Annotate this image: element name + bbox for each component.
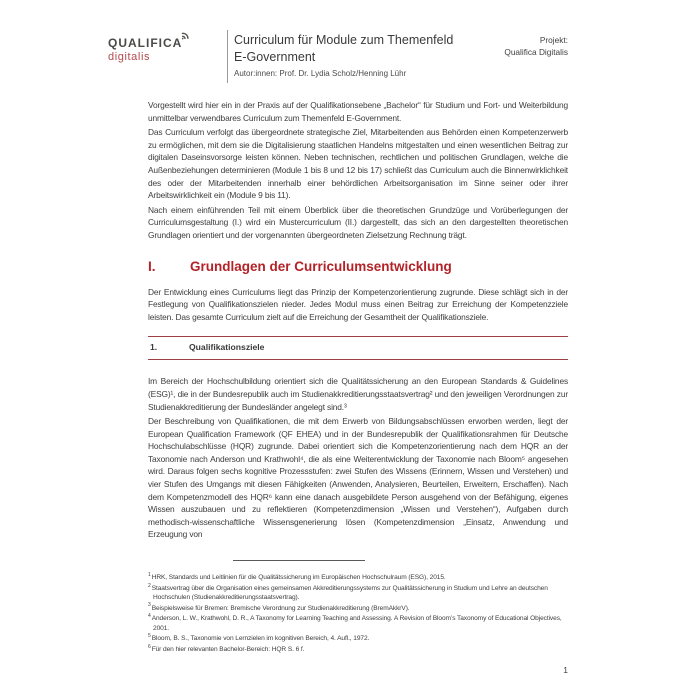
project-label: Projekt: [539, 35, 568, 45]
authors-line: Autor:innen: Prof. Dr. Lydia Scholz/Henning Lühr [234, 69, 407, 78]
section-heading [148, 258, 568, 275]
logo-text-qualifica: QUALIFICA [108, 36, 183, 50]
footnote-2 [148, 584, 568, 602]
footnote-5-text: Bloom, B. S., Taxonomie von Lernzielen im kognitiven Bereich, 4. Aufl., 1972. [151, 635, 370, 643]
section-title: Grundlagen der Curriculumsentwicklung [190, 258, 452, 274]
section-number: I. [148, 258, 156, 274]
footnote-6-marker: 6 [148, 643, 151, 650]
footnote-1 [148, 573, 568, 582]
qualifica-digitalis-logo [108, 37, 182, 63]
footnote-area [148, 553, 568, 656]
subsection-heading [148, 336, 568, 360]
project-name: Qualifica Digitalis [504, 47, 568, 57]
footnote-2-marker: 2 [148, 582, 151, 589]
subsection-title: Qualifikationsziele [189, 342, 265, 353]
subsection-number: 1. [150, 342, 158, 353]
footnote-2-text: Staatsvertrag über die Organisation eines gemeinsamen Akkreditierungssystems zur Qualitätssicherung in Studium und Lehre an deutschen Hochschulen (Studienakkreditierungsstaatsvertrag). [151, 584, 548, 601]
footnote-1-text: HRK, Standards und Leitlinien für die Qualitätssicherung im Europäischen Hochschulraum (ESG), 2015. [151, 574, 446, 581]
intro-paragraph-2: Das Curriculum verfolgt das übergeordnete strategische Ziel, Mitarbeitenden aus Behörden einen Kompetenzerwerb zu ermöglichen, mit dem sie die Digitalisierung staatlichen Handelns mitgestalten und einen wesentlichen Beitrag zur digitalen Daseinsvorsorge leisten können. Neben technischen, rechtlichen und politischen Grundlagen, welche die Außenbeziehungen determinieren (Module 1 bis 8 und 12 bis 17) schließt das Curriculum auch die Binnenwirklichkeit des oder der Mitarbeitenden innerhalb einer behördlichen Arbeitsorganisation im Sinne seiner oder ihrer Arbeitswirklichkeit ein (Module 9 bis 11). [148, 127, 568, 201]
main-text-column [148, 99, 568, 543]
footnote-3-text: Beispielsweise für Bremen: Bremische Verordnung zur Studienakkreditierung (BremAkkrV). [151, 604, 410, 612]
footnote-6 [148, 645, 568, 654]
logo-text-digitalis: digitalis [108, 51, 151, 63]
project-info [438, 34, 568, 58]
title-line-2: E-Government [234, 50, 316, 64]
footnote-4 [148, 614, 568, 632]
body-paragraph-1: Im Bereich der Hochschulbildung orientiert sich die Qualitätssicherung an den European Standards & Guidelines (ESG)¹, die in der Bundesrepublik auch im Studienakkreditierungsstaatsvertrag² und den jeweiligen Verordnungen zur Studienakkreditierung der Bundesländer angelegt sind.³ [148, 376, 568, 412]
logo-wordmark [108, 37, 182, 49]
footnote-4-text: Anderson, L. W., Krathwohl, D. R., A Taxonomy for Learning Teaching and Assessing. A Revision of Bloom’s Taxonomy of Educational Objectives, 2001. [151, 615, 562, 632]
footnote-4-marker: 4 [148, 613, 151, 620]
title-line-1: Curriculum für Module zum Themenfeld [234, 33, 454, 47]
footnote-1-marker: 1 [148, 571, 151, 578]
intro-paragraph-3: Nach einem einführenden Teil mit einem Überblick über die theoretischen Grundzüge und Vorüberlegungen der Curriculumsgestaltung (I.) wird ein Mustercurriculum (II.) dargestellt, das sich an den dargestellten theoretischen Grundlagen orientiert und der vorgenannten übergeordneten Zielsetzung Rechnung trägt. [148, 204, 568, 240]
intro-paragraph-1: Vorgestellt wird hier ein in der Praxis auf der Qualifikationsebene „Bachelor“ für Studium und Fort- und Weiterbildung unmittelbar verwendbares Curriculum zum Themenfeld E-Government. [148, 100, 568, 123]
footnote-separator-line [233, 560, 365, 561]
footnote-3-marker: 3 [148, 602, 151, 609]
footnote-3 [148, 604, 568, 613]
section-intro-paragraph: Der Entwicklung eines Curriculums liegt das Prinzip der Kompetenzorientierung zugrunde. Diese schlägt sich in der Festlegung von Qualifikationszielen nieder. Jedes Modul muss einen Beitrag zur Erreichung der Kompetenzziele leisten. Das gesamte Curriculum zielt auf die Erreichung der Gesamtheit der Qualifikationsziele. [148, 286, 568, 322]
footnote-6-text: Für den hier relevanten Bachelor-Bereich: HQR S. 6 f. [151, 645, 305, 653]
body-paragraph-2: Der Beschreibung von Qualifikationen, die mit dem Erwerb von Bildungsabschlüssen erworben werden, liegt der European Qualification Framework (QF EHEA) und in der Bundesrepublik der Qualifikationsrahmen für Deutsche Hochschulabschlüsse (HQR) zugrunde. Dabei orientiert sich die Kompetenzorientierung nach dem HQR an der Taxonomie nach Anderson und Krathwohl⁴, die als eine Weiterentwicklung der Taxonomie nach Bloom⁵ angesehen wird. Daraus folgen sechs kognitive Prozessstufen: zwei Stufen des Wissens (Erinnern, Wissen und Verstehen) und vier Stufen des Umgangs mit diesen Fähigkeiten (Anwenden, Analysieren, Beurteilen, Erweitern, Erschaffen). Nach dem Kompetenzmodell des HQR⁶ kann eine danach ausgebildete Person ausgehend von der Befähigung, eigenes Wissen auszubauen und zu reflektieren (Kompetenzdimension „Wissen und Verstehen“), Aufgaben durch methodisch-wissenschaftliche Wissensgenerierung lösen (Kompetenzdimension „Einsatz, Anwendung und Erzeugung von [148, 416, 568, 540]
header-divider-line [227, 30, 228, 83]
page-number: 1 [563, 665, 568, 675]
footnote-5-marker: 5 [148, 633, 151, 640]
footnote-5 [148, 634, 568, 643]
